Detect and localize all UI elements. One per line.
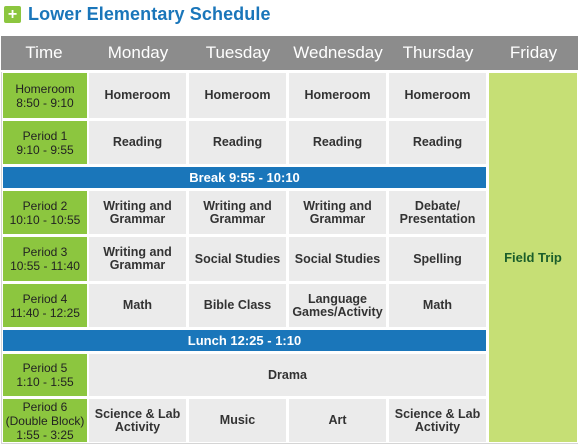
- cell-period-2-wednesday: Writing and Grammar: [289, 191, 386, 234]
- cell-homeroom-thursday: Homeroom: [389, 73, 486, 118]
- time-cell-period-6: Period 6 (Double Block) 1:55 - 3:25: [3, 399, 87, 442]
- cell-period-2-thursday: Debate/ Presentation: [389, 191, 486, 234]
- plus-icon: +: [4, 6, 21, 23]
- cell-period-3-monday: Writing and Grammar: [89, 237, 186, 281]
- header-monday: Monday: [107, 43, 169, 62]
- cell-period-1-monday: Reading: [89, 121, 186, 164]
- cell-period-6-thursday: Science & Lab Activity: [389, 399, 486, 442]
- break-bar: Break 9:55 - 10:10: [3, 167, 486, 188]
- frame-left: [1, 72, 2, 444]
- lunch-bar: Lunch 12:25 - 1:10: [3, 330, 486, 351]
- cell-period-4-wednesday: Language Games/Activity: [289, 284, 386, 327]
- cell-period-3-wednesday: Social Studies: [289, 237, 386, 281]
- header-thursday: Thursday: [402, 43, 474, 62]
- time-cell-period-4: Period 4 11:40 - 12:25: [3, 284, 87, 327]
- page-title: Lower Elementary Schedule: [28, 3, 271, 24]
- cell-period-4-thursday: Math: [389, 284, 486, 327]
- friday-field-trip: Field Trip: [489, 73, 577, 442]
- header-wednesday: Wednesday: [293, 43, 383, 62]
- header-tuesday: Tuesday: [205, 43, 271, 62]
- cell-homeroom-monday: Homeroom: [89, 73, 186, 118]
- time-cell-period-3: Period 3 10:55 - 11:40: [3, 237, 87, 281]
- cell-period-2-tuesday: Writing and Grammar: [189, 191, 286, 234]
- cell-period-3-thursday: Spelling: [389, 237, 486, 281]
- cell-period-4-monday: Math: [89, 284, 186, 327]
- cell-period-6-wednesday: Art: [289, 399, 386, 442]
- time-cell-period-2: Period 2 10:10 - 10:55: [3, 191, 87, 234]
- header-time: Time: [25, 43, 63, 62]
- cell-period-4-tuesday: Bible Class: [189, 284, 286, 327]
- title-bar: [4, 3, 271, 25]
- time-cell-period-5: Period 5 1:10 - 1:55: [3, 354, 87, 396]
- frame-bottom: [1, 443, 578, 444]
- header-row: [1, 36, 578, 70]
- header-friday: Friday: [509, 43, 558, 62]
- cell-period-3-tuesday: Social Studies: [189, 237, 286, 281]
- cell-homeroom-wednesday: Homeroom: [289, 73, 386, 118]
- cell-period-1-tuesday: Reading: [189, 121, 286, 164]
- cell-period-6-tuesday: Music: [189, 399, 286, 442]
- cell-period-2-monday: Writing and Grammar: [89, 191, 186, 234]
- cell-period-1-thursday: Reading: [389, 121, 486, 164]
- cell-period-6-monday: Science & Lab Activity: [89, 399, 186, 442]
- cell-homeroom-tuesday: Homeroom: [189, 73, 286, 118]
- time-cell-period-1: Period 1 9:10 - 9:55: [3, 121, 87, 164]
- cell-period-1-wednesday: Reading: [289, 121, 386, 164]
- cell-period-5-merged: Drama: [89, 354, 486, 396]
- time-cell-homeroom: Homeroom 8:50 - 9:10: [3, 73, 87, 118]
